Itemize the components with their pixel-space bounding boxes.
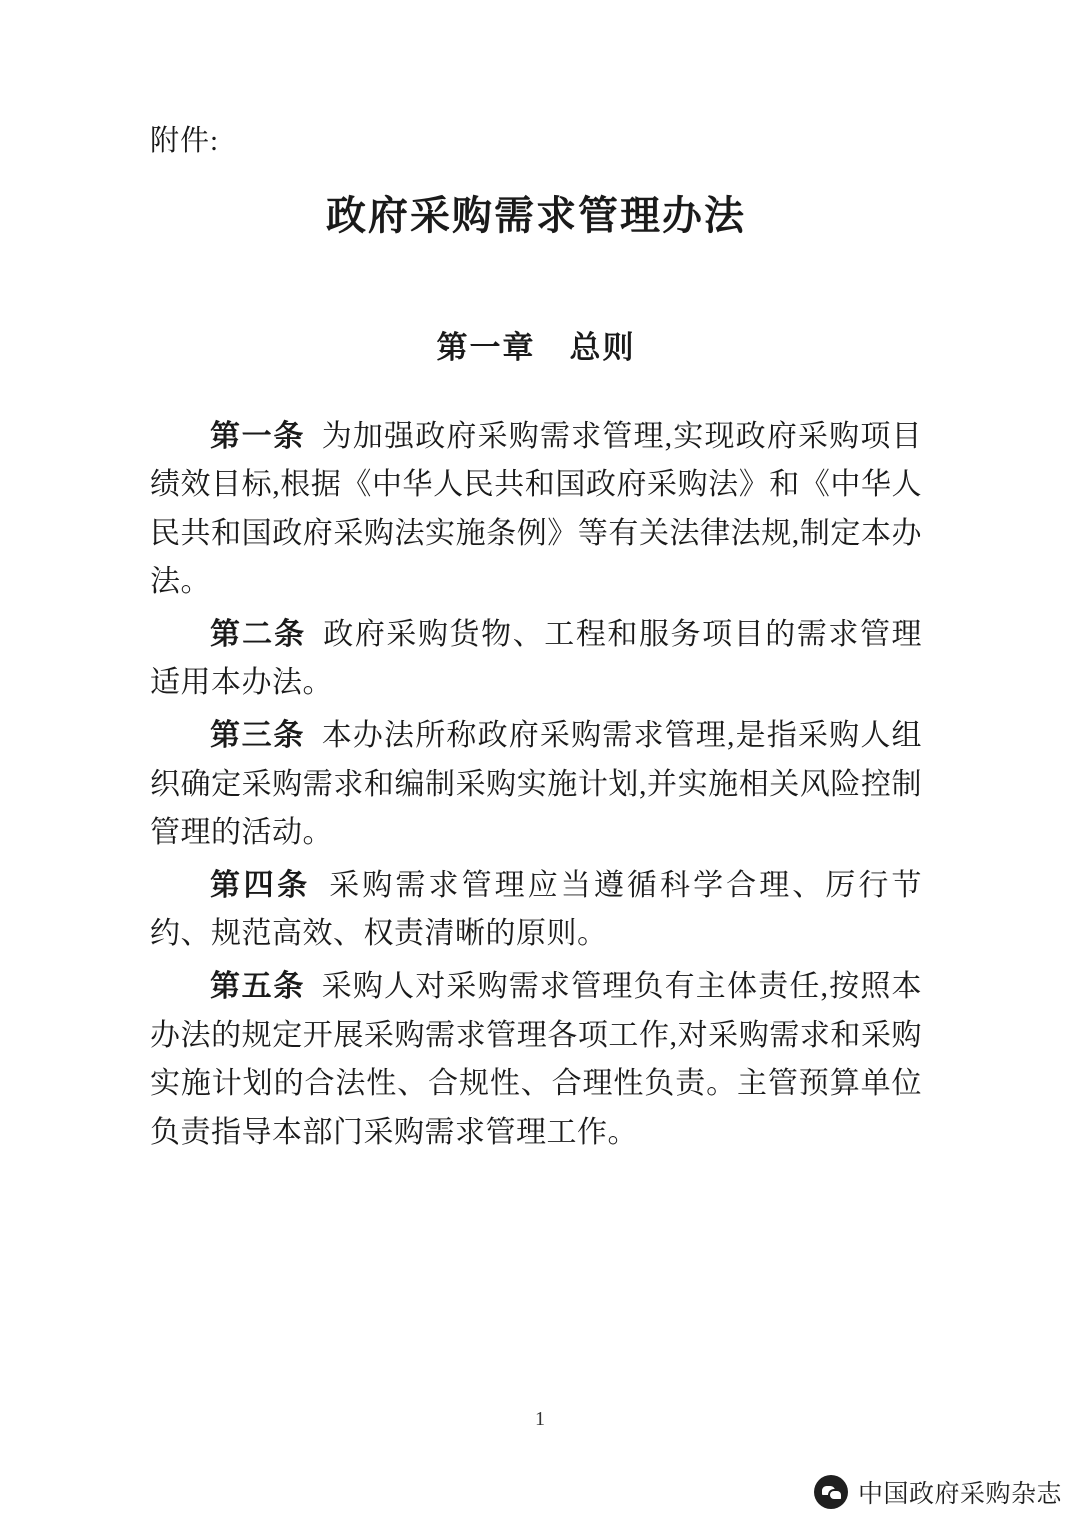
article-number: 第五条	[210, 970, 306, 1004]
article-number: 第一条	[210, 419, 306, 453]
page-number: 1	[535, 1408, 545, 1430]
article-paragraph	[150, 611, 922, 708]
article-text: 采购人对采购需求管理负有主体责任,按照本办法的规定开展采购需求管理各项工作,对采购需求和采购实施计划的合法性、合规性、合理性负责。主管预算单位负责指导本部门采购需求管理工作。	[150, 970, 923, 1149]
article-number: 第四条	[210, 868, 311, 902]
page-title: 政府采购需求管理办法	[326, 192, 746, 238]
article-paragraph	[150, 862, 922, 959]
watermark-label: 中国政府采购杂志	[857, 1480, 1062, 1508]
article-text: 本办法所称政府采购需求管理,是指采购人组织确定采购需求和编制采购实施计划,并实施相关风险控制管理的活动。	[150, 719, 923, 850]
article-text: 采购需求管理应当遵循科学合理、厉行节约、规范高效、权责清晰的原则。	[150, 868, 923, 951]
article-paragraph	[150, 712, 922, 858]
article-text: 政府采购货物、工程和服务项目的需求管理适用本办法。	[150, 617, 923, 700]
article-paragraph	[150, 963, 922, 1157]
attachment-label: 附件:	[150, 125, 220, 157]
chapter-heading	[150, 322, 922, 367]
article-paragraph	[150, 413, 922, 607]
article-number: 第三条	[210, 719, 306, 753]
article-number: 第二条	[210, 617, 307, 651]
watermark	[814, 1474, 1062, 1510]
article-text: 为加强政府采购需求管理,实现政府采购项目绩效目标,根据《中华人民共和国政府采购法》和《中华人民共和国政府采购法实施条例》等有关法律法规,制定本办法。	[150, 419, 923, 599]
chapter-name: 总则	[569, 329, 636, 365]
chapter-number: 第一章	[436, 329, 536, 365]
document-body	[150, 120, 922, 1161]
wechat-icon	[814, 1475, 848, 1509]
